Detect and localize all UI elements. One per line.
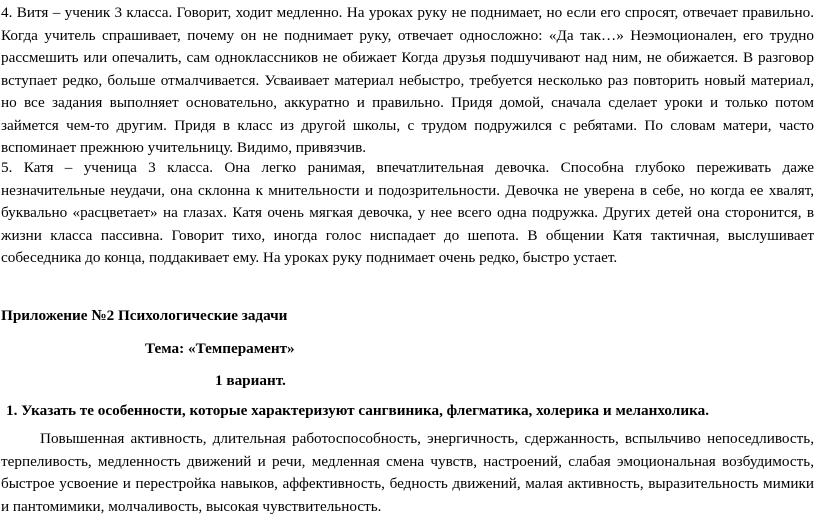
topic-heading: Тема: «Темперамент» bbox=[145, 340, 295, 357]
appendix-heading: Приложение №2 Психологические задачи bbox=[1, 307, 288, 324]
variant-heading: 1 вариант. bbox=[215, 372, 286, 389]
answer-paragraph: Повышенная активность, длительная работоспособность, энергичность, сдержанность, вспыльчиво непоседливость, терпеливость, медленность движений и речи, медленная смена чувств, настроений, слабая эмоциональная возбудимость, быстрое усвоение и перестройка навыков, аффективность, бедность движений, малая активность, выразительность мимики и пантомимики, молчаливость, высокая чувствительность. bbox=[1, 430, 814, 515]
case-paragraph-katya: 5. Катя – ученица 3 класса. Она легко ранимая, впечатлительная девочка. Способна глубоко переживать даже незначительные неудачи, она склонна к мнительности и подозрительности. Девочка не уверена в себе, но когда ее хвалят, буквально «расцветает» на глазах. Катя очень мягкая девочка, у нее всего одна подружка. Других детей она сторонится, в жизни класса пассивна. Говорит тихо, иногда голос ниспадает до шепота. В общении Катя тактичная, выслушивает собеседника до конца, поддакивает ему. На уроках руку поднимает очень редко, быстро устает. bbox=[1, 159, 814, 266]
task-heading: 1. Указать те особенности, которые характеризуют сангвиника, флегматика, холерика и меланхолика. bbox=[6, 402, 709, 419]
case-paragraph-vitya: 4. Витя – ученик 3 класса. Говорит, ходит медленно. На уроках руку не поднимает, но если его спросят, отвечает правильно. Когда учитель спрашивает, почему он не поднимает руку, отвечает односложно: «Да так…» Неэмоционален, его трудно рассмешить или опечалить, сам одноклассников не обижает Когда друзья подшучивают над ним, не обижается. В разговор вступает редко, больше отмалчивается. Усваивает материал небыстро, требуется несколько раз повторить новый материал, но все задания выполняет основательно, аккуратно и правильно. Придя домой, сначала сделает уроки и только потом займется чем-то другим. Придя в класс из другой школы, с трудом подружился с ребятами. По словам матери, часто вспоминает прежнюю учительницу. Видимо, привязчив. bbox=[1, 4, 814, 156]
